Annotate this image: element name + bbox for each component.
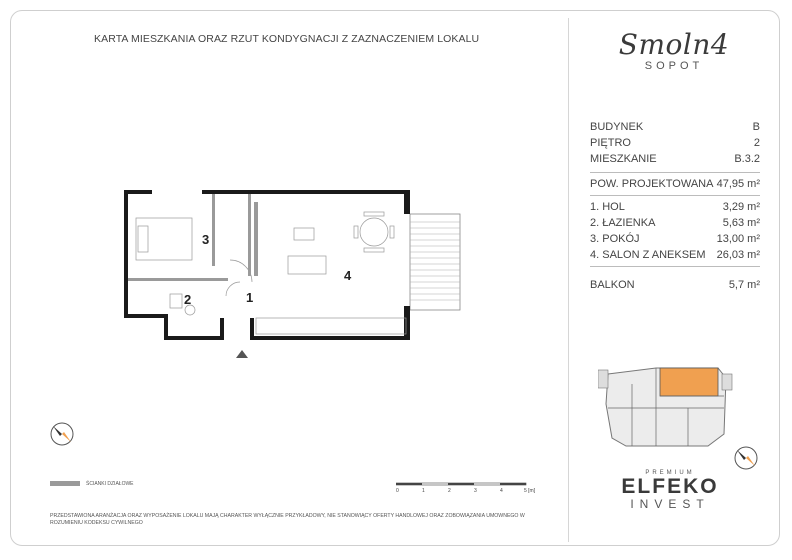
developer-logo	[600, 470, 740, 511]
scale-tick: 0	[396, 488, 399, 494]
floor-plan	[118, 182, 478, 362]
scale-tick: 3	[474, 488, 477, 494]
room-label: 3. POKÓJ	[590, 233, 640, 245]
area-row	[590, 176, 760, 192]
balcony-label: BALKON	[590, 279, 635, 291]
room-label: 1. HOL	[590, 201, 625, 213]
unit-value: B.3.2	[734, 153, 760, 165]
room-number-2: 2	[184, 292, 192, 307]
floor-value: 2	[753, 137, 760, 149]
building-row	[590, 119, 760, 135]
room-row	[590, 215, 760, 231]
balcony	[410, 214, 460, 310]
brand-name: Smoln4	[618, 28, 730, 61]
compass-icon	[48, 420, 76, 448]
building-label: BUDYNEK	[590, 121, 644, 133]
apartment-info	[590, 119, 760, 293]
area-value: 47,95 m²	[716, 178, 760, 190]
highlighted-unit	[660, 368, 718, 396]
balcony-row	[590, 277, 760, 293]
legend	[50, 481, 134, 487]
entrance-arrow-icon	[236, 350, 248, 358]
unit-label: MIESZKANIE	[590, 153, 657, 165]
brand-city: SOPOT	[644, 60, 704, 72]
room-label: 2. ŁAZIENKA	[590, 217, 656, 229]
floor-row	[590, 135, 760, 151]
building-value: B	[752, 121, 760, 133]
info-separator	[590, 195, 760, 196]
developer-premium: PREMIUM	[645, 470, 695, 476]
scale-bar	[396, 479, 546, 499]
key-plan	[598, 364, 748, 454]
scale-tick: 2	[448, 488, 451, 494]
exterior-walls	[124, 190, 410, 340]
disclaimer: PRZEDSTAWIONA ARANŻACJA ORAZ WYPOSAŻENIE LOKALU MAJĄ CHARAKTER WYŁĄCZNIE PRZYKŁADOWY, NIE STANOWIĄCY OFERTY HANDLOWEJ ORAZ ZOBOWIĄZANIA UMOWNEGO W ROZUMIENIU KODEKSU CYWILNEGO	[50, 513, 525, 526]
room-number-3: 3	[202, 232, 210, 247]
scale-tick: 1	[422, 488, 425, 494]
legend-label: ŚCIANKI DZIAŁOWE	[86, 481, 134, 487]
scale-tick: 5 [m]	[524, 488, 536, 494]
room-area: 13,00 m²	[716, 233, 760, 245]
room-number-1: 1	[246, 290, 254, 305]
partition-swatch	[50, 481, 80, 486]
unit-row	[590, 151, 760, 167]
room-row	[590, 247, 760, 263]
room-area: 26,03 m²	[716, 249, 760, 261]
scale-tick: 4	[500, 488, 503, 494]
info-separator	[590, 172, 760, 173]
vertical-divider	[568, 18, 569, 542]
developer-name: ELFEKO	[621, 475, 719, 498]
compass-icon	[732, 444, 760, 472]
floor-label: PIĘTRO	[590, 137, 631, 149]
room-label: 4. SALON Z ANEKSEM	[590, 249, 706, 261]
area-label: POW. PROJEKTOWANA	[590, 178, 714, 190]
room-row	[590, 199, 760, 215]
room-area: 3,29 m²	[722, 201, 760, 213]
developer-invest: INVEST	[630, 497, 710, 511]
room-row	[590, 231, 760, 247]
page-title: KARTA MIESZKANIA ORAZ RZUT KONDYGNACJI Z ZAZNACZENIEM LOKALU	[94, 33, 480, 45]
balcony-value: 5,7 m²	[728, 279, 760, 291]
info-separator	[590, 266, 760, 267]
furniture	[136, 212, 406, 334]
room-number-4: 4	[344, 268, 352, 283]
brand-logo	[570, 28, 778, 72]
partition-walls	[128, 194, 258, 281]
room-area: 5,63 m²	[722, 217, 760, 229]
